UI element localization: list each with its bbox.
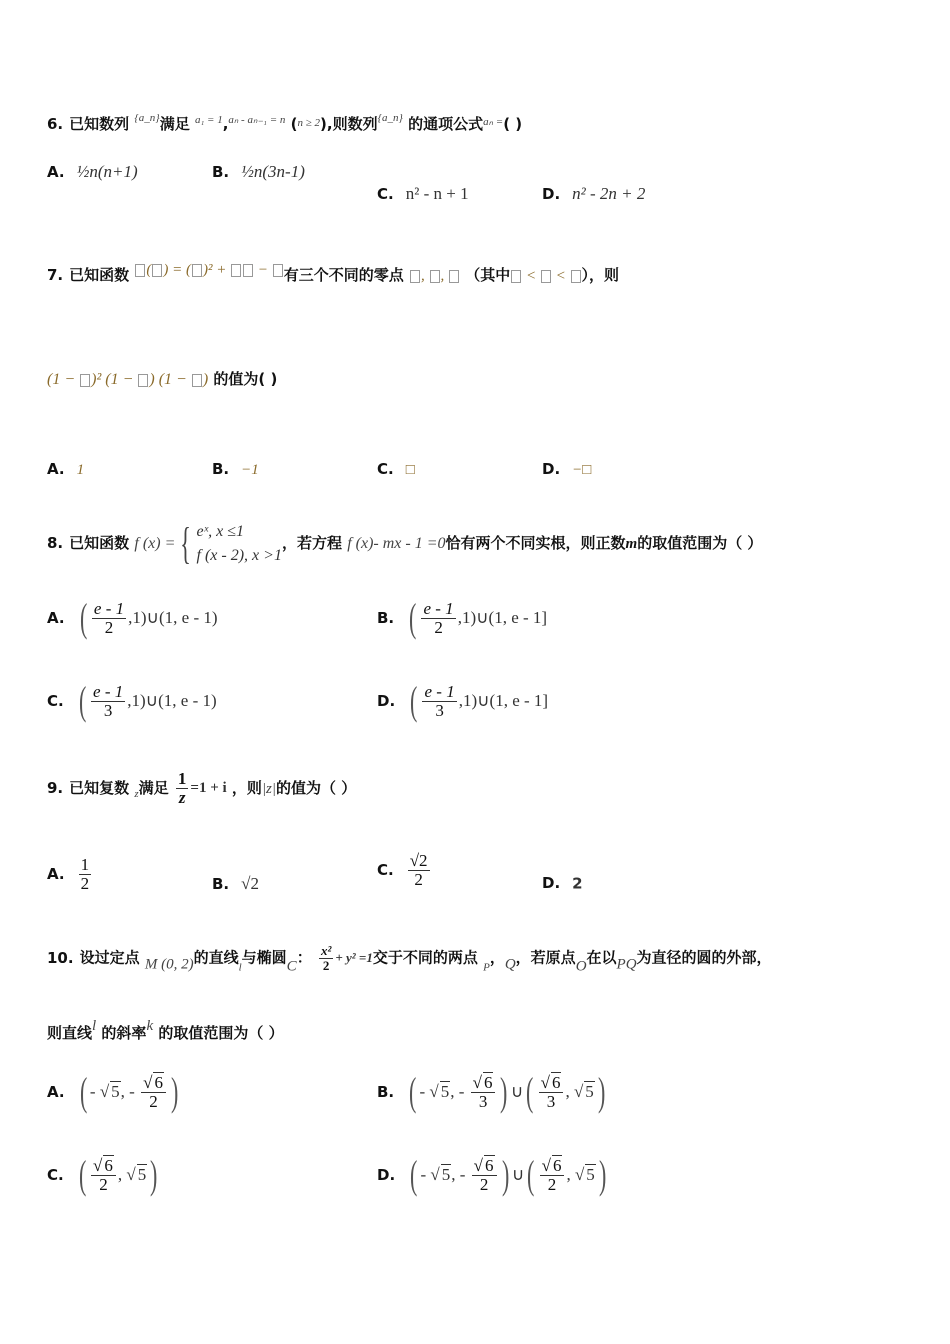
denominator: 2 xyxy=(414,869,423,889)
option-label: C. xyxy=(377,460,394,478)
option-9B[interactable] xyxy=(212,874,259,894)
math-recurrence: aₙ - aₙ₋₁ = n xyxy=(228,114,286,126)
option-tail: ,1)∪(1, e - 1] xyxy=(458,691,549,710)
stem-text: 的值为( ) xyxy=(213,370,278,388)
question-6 xyxy=(47,112,522,134)
option-10C[interactable] xyxy=(47,1152,161,1197)
stem-text: 有三个不同的零点 xyxy=(283,266,404,284)
math-sequence: {a_n} xyxy=(377,112,403,124)
stem-text: 已知函数 xyxy=(69,534,130,552)
fraction xyxy=(421,600,455,637)
option-10D[interactable] xyxy=(377,1152,609,1197)
denominator: 2 xyxy=(434,617,443,637)
option-7D[interactable] xyxy=(542,460,591,479)
option-6D[interactable] xyxy=(542,184,645,204)
piecewise-cases xyxy=(197,520,282,568)
fraction xyxy=(408,852,430,889)
garbled-zeros-image: , , xyxy=(409,268,460,284)
option-label: B. xyxy=(377,1082,395,1101)
paren: ) xyxy=(501,1152,509,1197)
fraction: $\frac{√ 6}{3}$ xyxy=(539,1074,564,1111)
fraction: $\frac{√ 6}{2}$ xyxy=(91,1157,116,1194)
option-label: D. xyxy=(542,460,561,478)
question-10-line2 xyxy=(47,1018,284,1043)
fraction xyxy=(176,770,189,807)
option-10B-math: - √ 5, - xyxy=(419,1082,469,1101)
option-7C[interactable] xyxy=(377,460,415,479)
option-text: ½n(3n-1) xyxy=(241,162,305,181)
option-10D-math: - √ 5, - xyxy=(420,1165,470,1184)
paren: ) xyxy=(170,1069,179,1114)
stem-text: 为直径的圆的外部， xyxy=(636,948,772,967)
denominator: 2 xyxy=(322,957,330,973)
option-8C[interactable] xyxy=(47,678,217,723)
question-7-expression xyxy=(47,368,277,389)
math-slope-k: k xyxy=(146,1018,154,1034)
math-z: z xyxy=(134,787,139,800)
option-label: A. xyxy=(47,460,65,478)
option-tail: ,1)∪(1, e - 1) xyxy=(127,691,217,710)
paren: ( xyxy=(527,1152,535,1197)
option-10C-math-tail: , √ 5 xyxy=(117,1165,147,1184)
option-9D[interactable] xyxy=(542,874,583,893)
stem-text: ),则数列 xyxy=(320,115,378,133)
option-label: B. xyxy=(212,874,230,893)
denominator: 3 xyxy=(103,700,113,720)
paren: ( xyxy=(526,1069,534,1114)
option-label: D. xyxy=(542,874,561,892)
union-symbol: ∪ xyxy=(511,1165,525,1184)
option-7B[interactable] xyxy=(212,460,259,479)
fraction xyxy=(91,683,125,720)
option-8D[interactable] xyxy=(377,678,549,723)
paren: ( xyxy=(79,595,87,640)
option-label: C. xyxy=(377,860,394,879)
math-an: aₙ = xyxy=(483,116,504,128)
numerator: e - 1 xyxy=(93,681,124,701)
math-line-l: l xyxy=(238,961,242,974)
denominator: 3 xyxy=(435,700,444,720)
numerator: e - 1 xyxy=(93,598,125,618)
option-10D-math-tail: , √ 5 xyxy=(566,1165,595,1184)
fraction: $\frac{√ 6}{2}$ xyxy=(472,1157,497,1194)
option-label: B. xyxy=(212,162,230,181)
question-10 xyxy=(47,944,772,976)
stem-text: 已知数列 xyxy=(69,115,130,133)
stem-text: ( xyxy=(290,115,298,133)
garbled-order-image: < < xyxy=(510,268,581,284)
stem-text: ( ) xyxy=(503,115,523,133)
option-label: A. xyxy=(47,162,65,181)
denominator: 2 xyxy=(104,617,114,637)
option-6C[interactable] xyxy=(377,184,469,204)
stem-text: ， xyxy=(489,948,505,967)
fraction xyxy=(422,683,456,720)
option-text: n² - 2n + 2 xyxy=(572,184,646,203)
option-10B-math-tail: , √ 5 xyxy=(565,1082,594,1101)
math-fx: f (x) = xyxy=(134,535,176,552)
stem-text: （其中 xyxy=(465,266,511,284)
option-8B[interactable] xyxy=(377,595,548,640)
paren: ( xyxy=(79,1069,87,1114)
numerator: e - 1 xyxy=(424,681,455,701)
option-tail: ,1)∪(1, e - 1] xyxy=(457,608,548,627)
option-10A-math: - √ 5, - xyxy=(89,1082,140,1101)
paren: ( xyxy=(78,1152,87,1197)
option-label: D. xyxy=(377,691,396,710)
math-point-O: O xyxy=(575,958,587,975)
paren: ( xyxy=(78,678,87,723)
stem-text: 已知复数 xyxy=(69,778,130,797)
question-number: 8. xyxy=(47,534,64,552)
option-10B[interactable] xyxy=(377,1069,608,1114)
union-symbol: ∪ xyxy=(510,1082,524,1101)
option-text: 2 xyxy=(572,874,583,893)
math-eq-right: =1 + i xyxy=(190,779,227,796)
math-ellipse-right: + y² =1 xyxy=(335,950,373,966)
question-number: 10. xyxy=(47,948,74,967)
option-label: D. xyxy=(377,1165,396,1184)
option-label: C. xyxy=(377,184,394,203)
option-label: B. xyxy=(377,608,395,627)
option-text: −□ xyxy=(572,462,592,478)
stem-text: 满足 xyxy=(159,115,190,133)
fraction: $\frac{√ 6}{2}$ xyxy=(540,1157,565,1194)
paren: ( xyxy=(409,595,417,640)
denominator: 2 xyxy=(80,873,90,893)
paren: ) xyxy=(597,1069,606,1114)
garbled-expression-image: (1 − )² (1 − ) (1 − ) xyxy=(47,371,209,388)
math-a1: a₁ = 1 xyxy=(194,114,223,126)
option-label: D. xyxy=(542,184,561,203)
case-2: f (x - 2), x >1 xyxy=(196,546,282,564)
math-segment-PQ: PQ xyxy=(616,956,637,973)
math-point-M: M (0, 2) xyxy=(144,956,194,973)
option-7A[interactable] xyxy=(47,460,84,479)
question-number: 9. xyxy=(47,778,64,797)
option-label: C. xyxy=(47,691,64,710)
numerator: √2 xyxy=(409,851,428,870)
stem-text: ，若方程 xyxy=(281,534,342,552)
fraction xyxy=(79,856,92,893)
question-number: 6. xyxy=(47,115,64,133)
option-text: −1 xyxy=(241,462,259,478)
stem-text: ，若原点 xyxy=(515,948,576,967)
stem-text: 与椭圆 xyxy=(241,948,287,967)
question-9 xyxy=(47,770,356,807)
fraction xyxy=(319,944,333,972)
option-label: A. xyxy=(47,1082,65,1101)
option-text: 1 xyxy=(76,462,85,478)
denominator: z xyxy=(178,787,186,807)
fraction: $\frac{√ 6}{2}$ xyxy=(141,1074,166,1111)
option-9A[interactable] xyxy=(47,856,93,893)
option-text: □ xyxy=(405,462,415,478)
option-text: n² - n + 1 xyxy=(405,184,469,203)
paren: ( xyxy=(410,678,418,723)
option-6A[interactable] xyxy=(47,162,138,182)
math-point-P: P xyxy=(483,961,490,974)
option-label: C. xyxy=(47,1165,64,1184)
paren: ) xyxy=(598,1152,607,1197)
question-8 xyxy=(47,518,762,569)
option-label: B. xyxy=(212,460,230,478)
stem-text: ，则 xyxy=(231,778,262,797)
option-label: A. xyxy=(47,864,65,883)
stem-text: 恰有两个不同实根，则正数 xyxy=(445,534,626,552)
math-equation: f (x)- mx - 1 =0 xyxy=(347,535,446,552)
paren: ) xyxy=(150,1152,158,1197)
stem-text: ），则 xyxy=(581,266,620,284)
question-number: 7. xyxy=(47,266,64,284)
fraction xyxy=(92,600,126,637)
math-abs-z: |z| xyxy=(261,780,277,797)
left-brace: { xyxy=(180,519,192,568)
stem-text: 的取值范围为（ ） xyxy=(637,534,763,552)
math-point-Q: Q xyxy=(504,956,516,973)
paren: ) xyxy=(500,1069,508,1114)
math-line-l: l xyxy=(92,1018,97,1034)
math-sequence: {a_n} xyxy=(134,112,160,124)
numerator: 1 xyxy=(80,855,90,874)
stem-text: 已知函数 xyxy=(69,266,130,284)
option-8A[interactable] xyxy=(47,595,218,640)
stem-text: 则直线 xyxy=(47,1024,93,1042)
option-label: A. xyxy=(47,608,65,627)
option-text: √2 xyxy=(241,874,259,893)
option-9C[interactable] xyxy=(377,852,432,889)
stem-text: 的通项公式 xyxy=(408,115,484,133)
stem-text: 交于不同的两点 xyxy=(372,948,478,967)
numerator: e - 1 xyxy=(423,598,454,618)
option-10A[interactable] xyxy=(47,1069,181,1114)
stem-text: 的取值范围为（ ） xyxy=(158,1024,284,1042)
stem-text: , xyxy=(222,115,229,133)
numerator: 1 xyxy=(177,769,187,788)
paren: ( xyxy=(410,1152,418,1197)
stem-text: ： xyxy=(296,948,312,967)
stem-text: 设过定点 xyxy=(79,948,140,967)
math-condition: n ≥ 2 xyxy=(297,117,321,129)
stem-text: 满足 xyxy=(138,778,169,797)
stem-text: 的直线 xyxy=(193,948,239,967)
stem-text: 在以 xyxy=(586,948,617,967)
option-text: ½n(n+1) xyxy=(76,162,138,181)
option-6B[interactable] xyxy=(212,162,305,182)
stem-text: 的值为（ ） xyxy=(276,778,357,797)
math-ellipse-C: C xyxy=(286,958,297,975)
garbled-function-image: ( ) = ( )² + − xyxy=(134,262,283,278)
param-m: m xyxy=(625,536,638,552)
option-tail: ,1)∪(1, e - 1) xyxy=(128,608,218,627)
paren: ( xyxy=(409,1069,417,1114)
case-1: eˣ, x ≤1 xyxy=(196,522,245,540)
stem-text: 的斜率 xyxy=(101,1024,147,1042)
question-7 xyxy=(47,262,619,285)
numerator: x² xyxy=(320,943,332,958)
fraction: $\frac{√ 6}{3}$ xyxy=(471,1074,496,1111)
